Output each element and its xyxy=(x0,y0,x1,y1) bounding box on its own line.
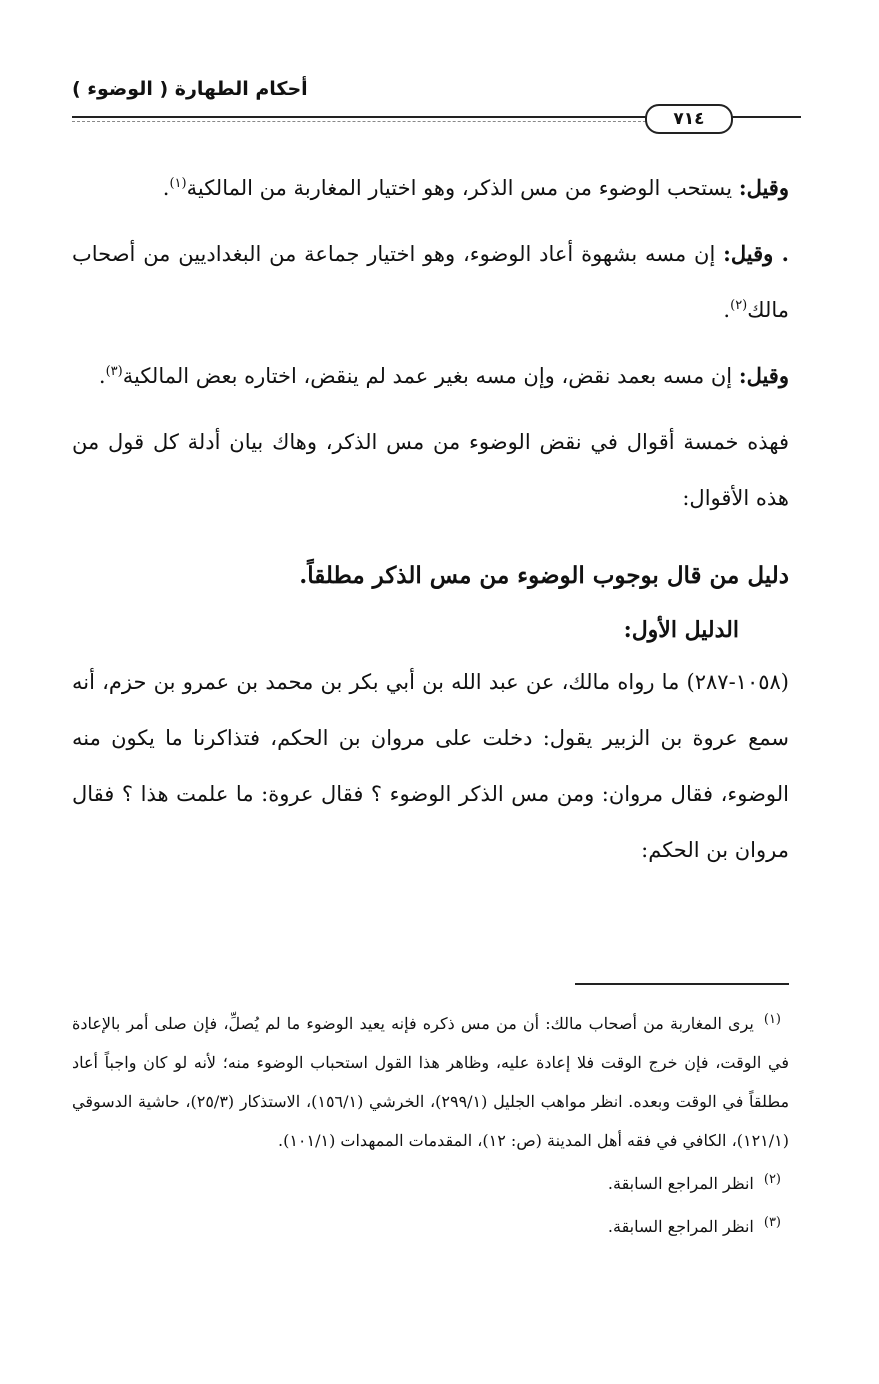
footnote-3: (٣)انظر المراجع السابقة. xyxy=(607,1214,781,1236)
running-title: أحكام الطهارة ( الوضوء ) xyxy=(72,78,308,100)
page-number: ٧١٤ xyxy=(645,104,733,134)
header-rule-decorative xyxy=(72,121,661,122)
paragraph-text: إن مسه بعمد نقض، وإن مسه بغير عمد لم ينقض، اختاره بعض المالكية xyxy=(122,364,739,388)
footnote-ref-1[interactable]: (١) xyxy=(169,176,187,191)
paragraph-tail: . xyxy=(162,176,170,200)
paragraph-text: إن مسه بشهوة أعاد الوضوء، وهو اختيار جماعة من البغداديين من أصحاب مالك xyxy=(72,242,789,322)
paragraph-tail: . xyxy=(723,298,731,322)
footnotes xyxy=(72,1004,789,1250)
hadith-paragraph: (١٠٥٨-٢٨٧) ما رواه مالك، عن عبد الله بن أبي بكر بن محمد بن عمرو بن حزم، أنه سمع عروة بن الزبير يقول: دخلت على مروان بن الحكم، فتذاكرنا ما يكون منه الوضوء، فقال مروان: ومن مس الذكر الوضوء ؟ فقال عروة: ما علمت هذا ؟ فقال مروان بن الحكم: xyxy=(72,670,789,862)
footnote-ref-2[interactable]: (٢) xyxy=(730,298,748,313)
paragraph-2 xyxy=(72,226,789,338)
paragraph-lead: . وقيل: xyxy=(723,241,789,266)
footnote-1: (١)يرى المغاربة من أصحاب مالك: أن من مس ذكره فإنه يعيد الوضوء ما لم يُصلِّ، فإن صلى أمر بالإعادة في الوقت، فإن خرج الوقت فلا إعادة عليه، وظاهر هذا القول استحباب الوضوء منه؛ لأنه لو كان واجباً أعاد مطلقاً في الوقت وبعده. انظر مواهب الجليل (٢٩٩/١)، الخرشي (١٥٦/١)، الاستذكار (٢٥/٣)، حاشية الدسوقي (١٢١/١)، الكافي في فقه أهل المدينة (ص: ١٢)، المقدمات الممهدات (١٠١/١). xyxy=(72,1011,790,1150)
paragraph-text: فهذه خمسة أقوال في نقض الوضوء من مس الذكر، وهاك بيان أدلة كل قول من هذه الأقوال: xyxy=(72,430,790,510)
footnote-text: انظر المراجع السابقة. xyxy=(607,1217,754,1236)
footnote-2: (٢)انظر المراجع السابقة. xyxy=(607,1171,781,1193)
footnote-separator xyxy=(575,983,789,985)
paragraph-tail: . xyxy=(98,364,106,388)
paragraph-text: يستحب الوضوء من مس الذكر، وهو اختيار المغاربة من المالكية xyxy=(186,176,739,200)
paragraph-4 xyxy=(72,414,789,526)
paragraph-1 xyxy=(72,160,789,216)
page-header xyxy=(72,76,801,132)
footnote-text: انظر المراجع السابقة. xyxy=(607,1174,754,1193)
paragraph-lead: وقيل: xyxy=(738,363,789,388)
sub-heading: الدليل الأول: xyxy=(623,617,739,643)
footnote-ref-3[interactable]: (٣) xyxy=(105,364,123,379)
main-text xyxy=(72,160,789,888)
section-heading: دليل من قال بوجوب الوضوء من مس الذكر مطلقاً. xyxy=(299,562,789,589)
paragraph-lead: وقيل: xyxy=(738,175,789,200)
footnote-text: يرى المغاربة من أصحاب مالك: أن من مس ذكره فإنه يعيد الوضوء ما لم يُصلِّ، فإن صلى أمر بالإعادة في الوقت، فإن خرج الوقت فلا إعادة عليه، وظاهر هذا القول استحباب الوضوء منه؛ لأنه لو كان واجباً أعاد مطلقاً في الوقت وبعده. انظر مواهب الجليل (٢٩٩/١)، الخرشي (١٥٦/١)، الاستذكار (٢٥/٣)، حاشية الدسوقي (١٢١/١)، الكافي في فقه أهل المدينة (ص: ١٢)، المقدمات الممهدات (١٠١/١). xyxy=(72,1014,790,1150)
paragraph-3 xyxy=(72,348,789,404)
